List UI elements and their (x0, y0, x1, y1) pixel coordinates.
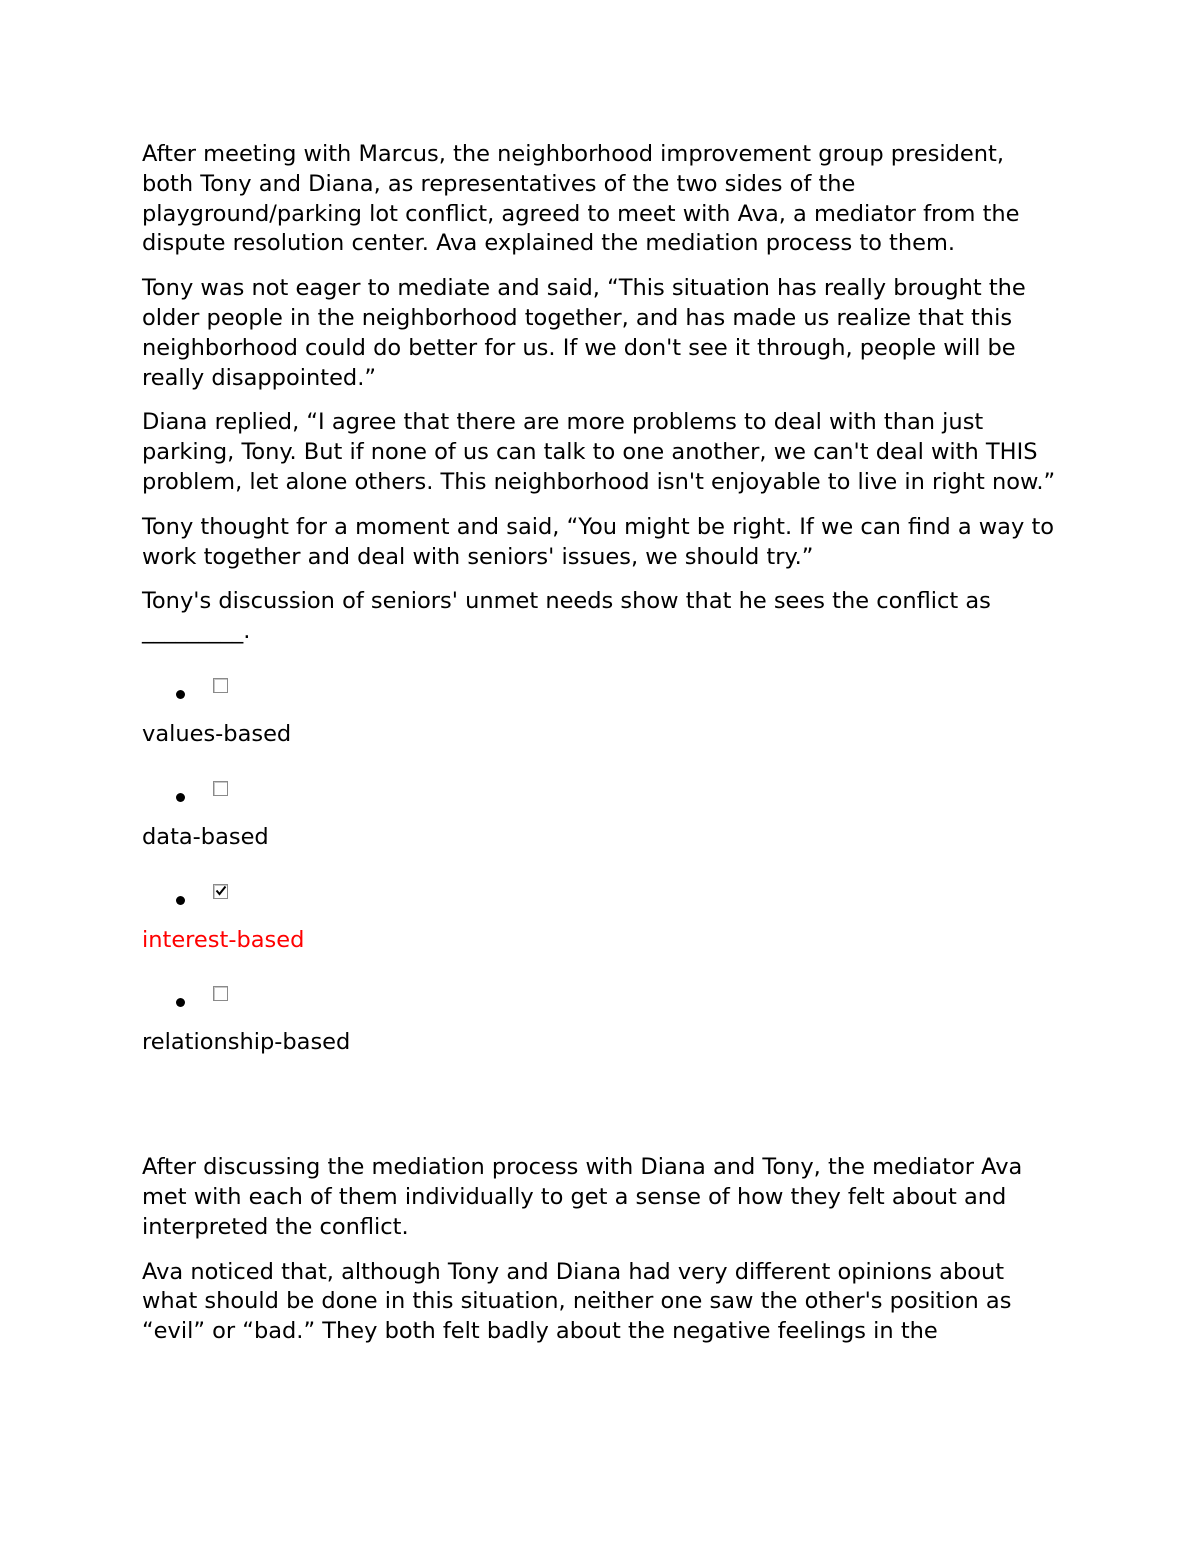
option-label-relationship-based: relationship-based (142, 1029, 351, 1056)
option-label-values-based: values-based (142, 720, 292, 747)
paragraph-tony-reply: Tony thought for a moment and said, “You might be right. If we can find a way to work together and deal with seniors' issues, we should try.” (142, 513, 1055, 570)
checkbox-values-based[interactable] (213, 678, 228, 693)
paragraph-intro: After meeting with Marcus, the neighborhood improvement group president, both Tony and Diana, as representatives of the two sides of the playground/parking lot conflict, agreed to meet with Ava, a mediator from the dispute resolution center. Ava explained the mediation process to them. (142, 141, 1020, 257)
option-row-data-based (142, 765, 1057, 817)
question-text: Tony's discussion of seniors' unmet needs show that he sees the conflict as (142, 588, 991, 615)
checkbox-interest-based[interactable] (213, 884, 228, 899)
bullet-icon (176, 690, 185, 699)
option-label-data-based: data-based (142, 823, 269, 850)
option-row-relationship-based (142, 970, 1057, 1022)
bullet-icon (176, 998, 185, 1007)
checkmark-icon (215, 885, 227, 897)
answer-options (142, 662, 1057, 1058)
option-row-values-based (142, 662, 1057, 714)
question-prompt (142, 587, 1057, 647)
bullet-icon (176, 793, 185, 802)
document-page (142, 140, 1057, 1362)
bullet-icon (176, 896, 185, 905)
paragraph-tony-quote: Tony was not eager to mediate and said, “This situation has really brought the older people in the neighborhood together, and has made us realize that this neighborhood could do better for us. If we don't see it through, people will be really disappointed.” (142, 275, 1026, 391)
paragraph-ava-noticed: Ava noticed that, although Tony and Diana had very different opinions about what should be done in this situation, neither one saw the other's position as “evil” or “bad.” They both felt badly about the negative feelings in the (142, 1258, 1012, 1345)
option-label-interest-based: interest-based (142, 926, 305, 953)
checkbox-relationship-based[interactable] (213, 986, 228, 1001)
option-row-interest-based (142, 868, 1057, 920)
spacer (142, 1073, 1057, 1153)
question-blank: _________. (142, 618, 251, 645)
paragraph-individual-meetings: After discussing the mediation process with Diana and Tony, the mediator Ava met with each of them individually to get a sense of how they felt about and interpreted the conflict. (142, 1154, 1023, 1240)
checkbox-data-based[interactable] (213, 781, 228, 796)
paragraph-diana-quote: Diana replied, “I agree that there are more problems to deal with than just parking, Tony. But if none of us can talk to one another, we can't deal with THIS problem, let alone others. This neighborhood isn't enjoyable to live in right now.” (142, 409, 1056, 495)
